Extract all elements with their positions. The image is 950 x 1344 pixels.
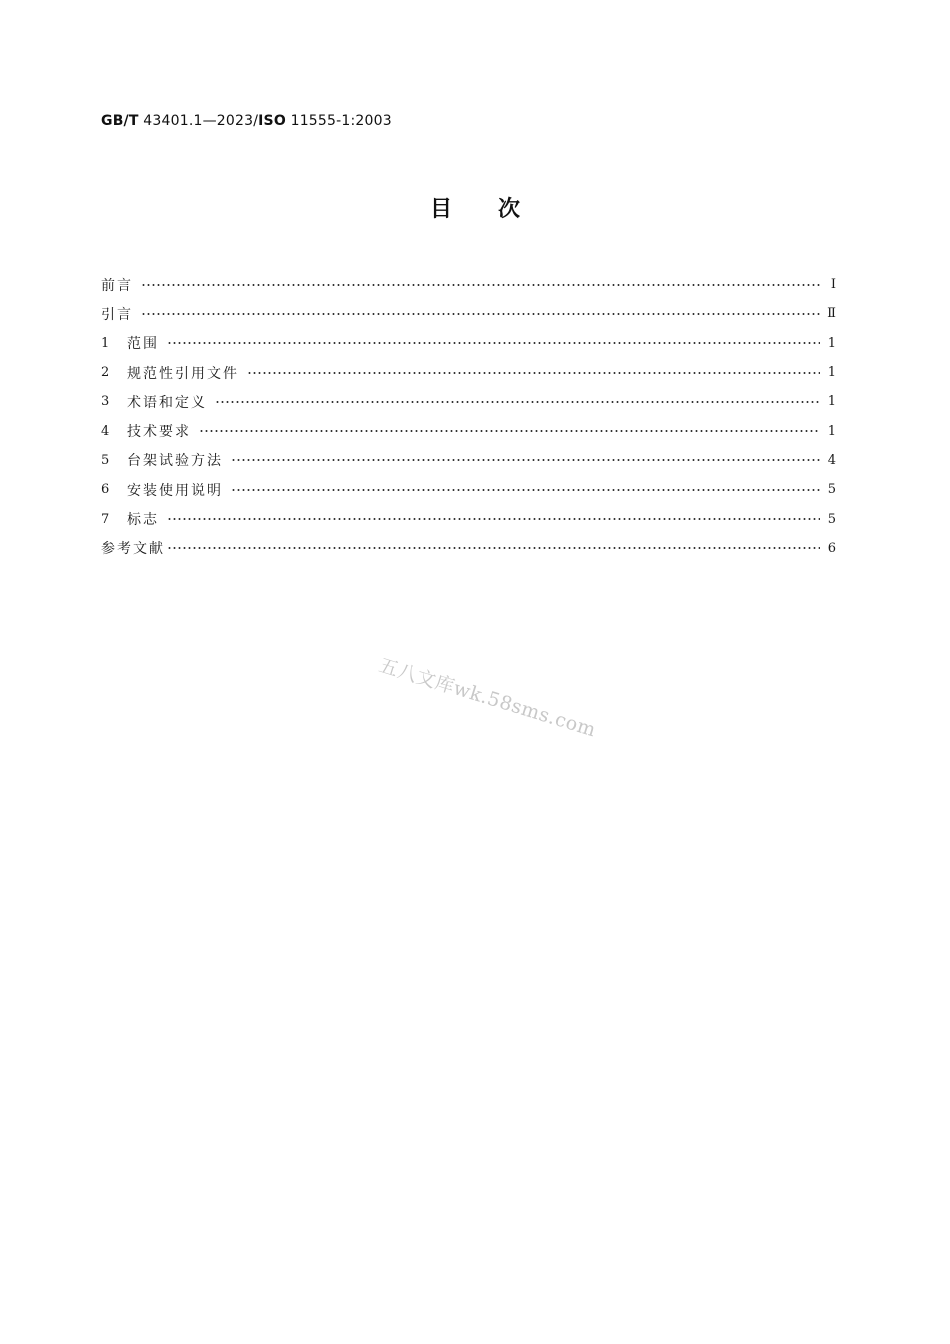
toc-entry-installation-instructions[interactable]	[101, 475, 836, 504]
toc-leader-dots	[247, 371, 820, 375]
toc-leader-dots	[231, 458, 820, 462]
toc-leader-dots	[141, 283, 820, 287]
toc-entry-scope[interactable]	[101, 329, 836, 358]
toc-leader-dots	[231, 488, 820, 492]
toc-entry-page: 1	[827, 365, 836, 381]
toc-entry-page: Ⅱ	[827, 306, 836, 322]
toc-entry-bibliography[interactable]	[101, 534, 836, 563]
toc-entry-page: 5	[827, 482, 836, 498]
toc-entry-number: 2	[101, 365, 110, 381]
toc-entry-number: 4	[101, 423, 110, 439]
toc-leader-dots	[215, 400, 820, 404]
toc-entry-label: 规范性引用文件	[127, 365, 239, 382]
toc-leader-dots	[199, 429, 820, 433]
toc-title	[0, 192, 950, 223]
toc-title-char-1: 目	[429, 197, 452, 222]
standard-prefix: GB/T	[101, 113, 139, 129]
toc-entry-label: 术语和定义	[127, 394, 207, 411]
toc-entry-label: 技术要求	[127, 424, 191, 441]
toc-entry-technical-requirements[interactable]	[101, 416, 836, 445]
toc-leader-dots	[141, 312, 820, 316]
toc-entry-page: 1	[827, 423, 836, 439]
iso-prefix: ISO	[258, 113, 286, 129]
toc-entry-terms-definitions[interactable]	[101, 387, 836, 416]
document-header	[101, 113, 392, 129]
toc-entry-introduction[interactable]	[101, 299, 836, 328]
toc-title-char-2: 次	[498, 197, 521, 222]
toc-entry-page: 5	[827, 511, 836, 527]
toc-entry-page: 1	[827, 394, 836, 410]
toc-entry-foreword[interactable]	[101, 270, 836, 299]
toc-entry-label: 安装使用说明	[127, 482, 223, 499]
toc-entry-number: 5	[101, 452, 110, 468]
toc-entry-number: 6	[101, 482, 110, 498]
toc-entry-label: 参考文献	[101, 541, 165, 558]
toc-entry-label: 台架试验方法	[127, 453, 223, 470]
toc-entry-label: 前言	[101, 277, 133, 294]
toc-entry-page: 6	[827, 540, 836, 556]
toc-entry-page: 1	[827, 335, 836, 351]
iso-number: 11555-1:2003	[285, 113, 392, 129]
standard-number: 43401.1—2023/	[138, 113, 259, 129]
toc-entry-normative-references[interactable]	[101, 358, 836, 387]
toc-leader-dots	[167, 341, 820, 345]
toc-entry-label: 引言	[101, 306, 133, 323]
toc-entry-marking[interactable]	[101, 504, 836, 533]
toc-entry-page: Ⅰ	[830, 277, 836, 293]
toc-list	[101, 270, 836, 563]
toc-entry-number: 3	[101, 394, 110, 410]
toc-entry-number: 1	[101, 335, 110, 351]
toc-entry-bench-test-methods[interactable]	[101, 446, 836, 475]
toc-entry-label: 范围	[127, 336, 159, 353]
toc-entry-page: 4	[827, 452, 836, 468]
toc-entry-label: 标志	[127, 512, 159, 529]
watermark-text: 五八文库wk.58sms.com	[376, 654, 599, 742]
toc-leader-dots	[167, 546, 820, 550]
toc-entry-number: 7	[101, 511, 110, 527]
toc-leader-dots	[167, 517, 820, 521]
